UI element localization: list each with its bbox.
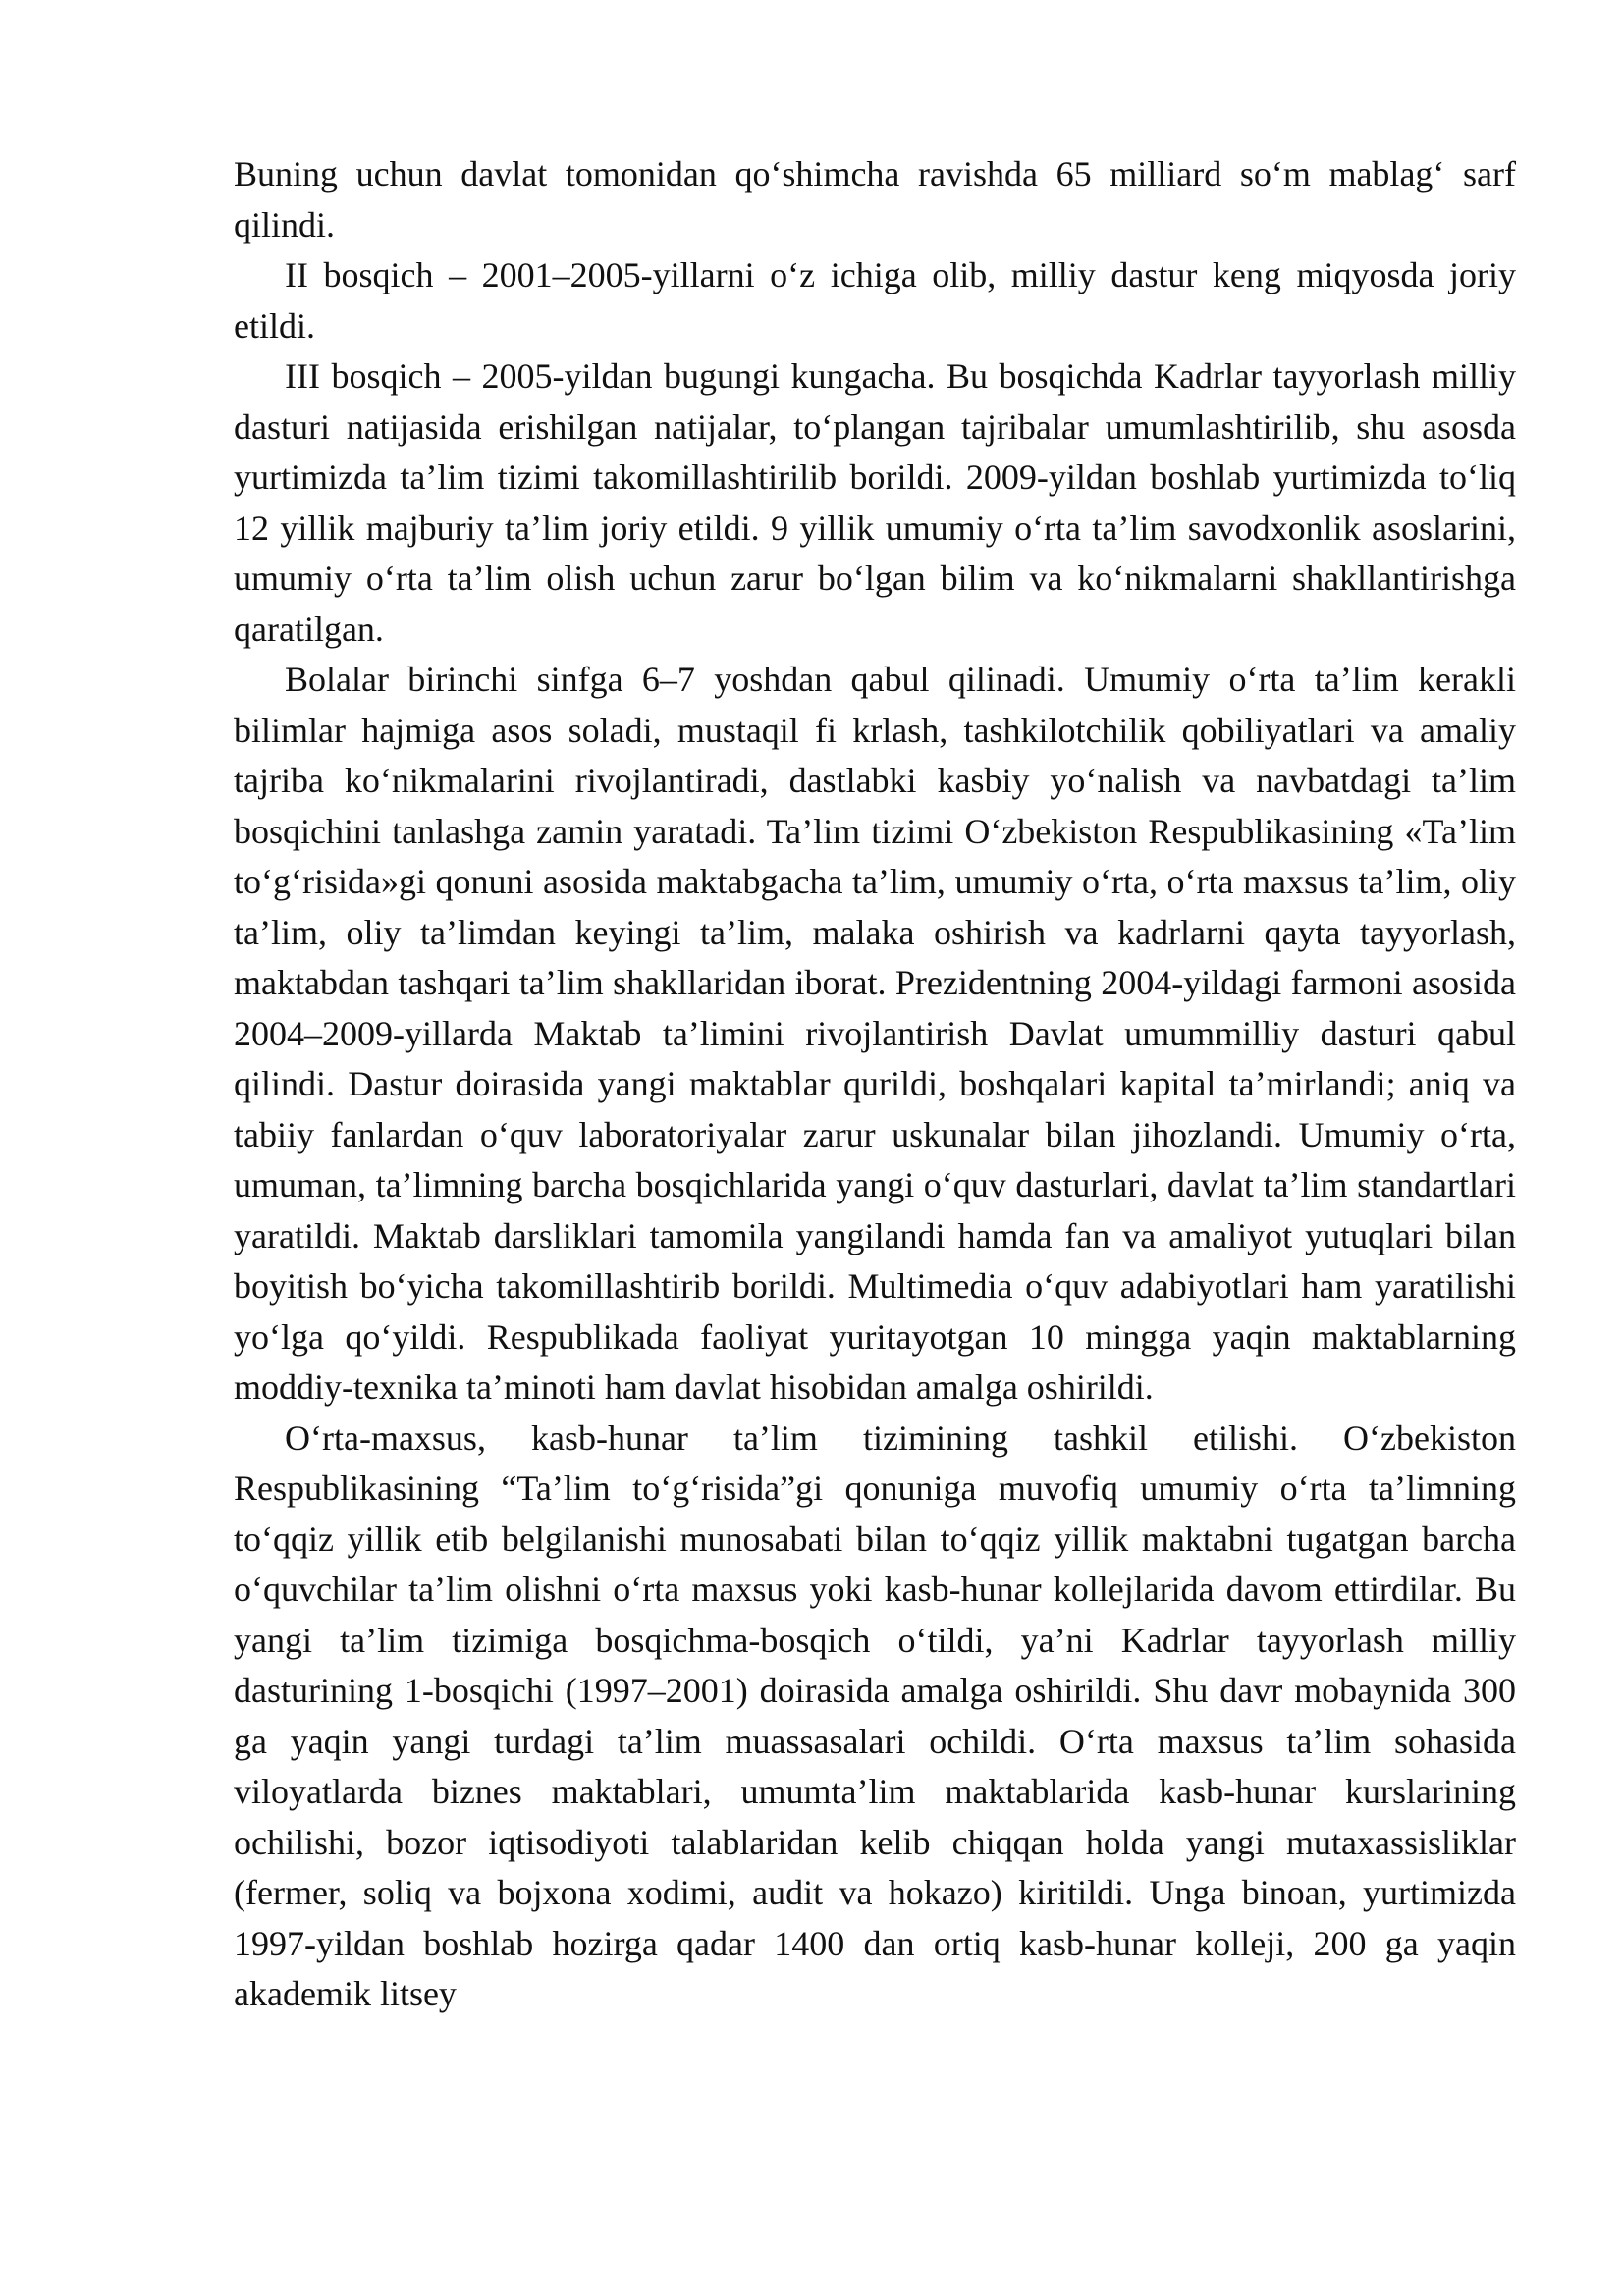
paragraph-3: III bosqich – 2005-yildan bugungi kungacha. Bu bosqichda Kadrlar tayyorlash milliy dasturi natijasida erishilgan natijalar, to‘plangan tajribalar umumlashtirilib, shu asosda yurtimizda ta’lim tizimi takomillashtirilib borildi. 2009-yildan boshlab yurtimizda to‘liq 12 yillik majburiy ta’lim joriy etildi. 9 yillik umumiy o‘rta ta’lim savodxonlik asoslarini, umumiy o‘rta ta’lim olish uchun zarur bo‘lgan bilim va ko‘nikmalarni shakllantirishga qaratilgan. [234, 356, 1516, 649]
paragraph-1: Buning uchun davlat tomonidan qo‘shimcha ravishda 65 milliard so‘m mablag‘ sarf qilindi. [234, 154, 1516, 244]
body-text [234, 149, 1516, 2020]
paragraph-5: O‘rta-maxsus, kasb-hunar ta’lim tizimining tashkil etilishi. O‘zbekiston Respublikasining “Ta’lim to‘g‘risida”gi qonuniga muvofiq umumiy o‘rta ta’limning to‘qqiz yillik etib belgilanishi munosabati bilan to‘qqiz yillik maktabni tugatgan barcha o‘quvchilar ta’lim olishni o‘rta maxsus yoki kasb-hunar kollejlarida davom ettirdilar. Bu yangi ta’lim tizimiga bosqichma-bosqich o‘tildi, ya’ni Kadrlar tayyorlash milliy dasturining 1-bosqichi (1997–2001) doirasida amalga oshirildi. Shu davr mobaynida 300 ga yaqin yangi turdagi ta’lim muassasalari ochildi. O‘rta maxsus ta’lim sohasida viloyatlarda biznes maktablari, umumta’lim maktablarida kasb-hunar kurslarining ochilishi, bozor iqtisodiyoti talablaridan kelib chiqqan holda yangi mutaxassisliklar (fermer, soliq va bojxona xodimi, audit va hokazo) kiritildi. Unga binoan, yurtimizda 1997-yildan boshlab hozirga qadar 1400 dan ortiq kasb-hunar kolleji, 200 ga yaqin akademik litsey [234, 1417, 1516, 2013]
paragraph-4: Bolalar birinchi sinfga 6–7 yoshdan qabul qilinadi. Umumiy o‘rta ta’lim kerakli bilimlar hajmiga asos soladi, mustaqil fi krlash, tashkilotchilik qobiliyatlari va amaliy tajriba ko‘nikmalarini rivojlantiradi, dastlabki kasbiy yo‘nalish va navbatdagi ta’lim bosqichini tanlashga zamin yaratadi. Ta’lim tizimi O‘zbekiston Respublikasining «Ta’lim to‘g‘risida»gi qonuni asosida maktabgacha ta’lim, umumiy o‘rta, o‘rta maxsus ta’lim, oliy ta’lim, oliy ta’limdan keyingi ta’lim, malaka oshirish va kadrlarni qayta tayyorlash, maktabdan tashqari ta’lim shakllaridan iborat. Prezidentning 2004-yildagi farmoni asosida 2004–2009-yillarda Maktab ta’limini rivojlantirish Davlat umummilliy dasturi qabul qilindi. Dastur doirasida yangi maktablar qurildi, boshqalari kapital ta’mirlandi; aniq va tabiiy fanlardan o‘quv laboratoriyalar zarur uskunalar bilan jihozlandi. Umumiy o‘rta, umuman, ta’limning barcha bosqichlarida yangi o‘quv dasturlari, davlat ta’lim standartlari yaratildi. Maktab darsliklari tamomila yangilandi hamda fan va amaliyot yutuqlari bilan boyitish bo‘yicha takomillashtirib borildi. Multimedia o‘quv adabiyotlari ham yaratilishi yo‘lga qo‘yildi. Respublikada faoliyat yuritayotgan 10 mingga yaqin maktablarning moddiy-texnika ta’minoti ham davlat hisobidan amalga oshirildi. [234, 660, 1516, 1407]
paragraph-2: II bosqich – 2001–2005-yillarni o‘z ichiga olib, milliy dastur keng miqyosda joriy etildi. [234, 255, 1516, 346]
